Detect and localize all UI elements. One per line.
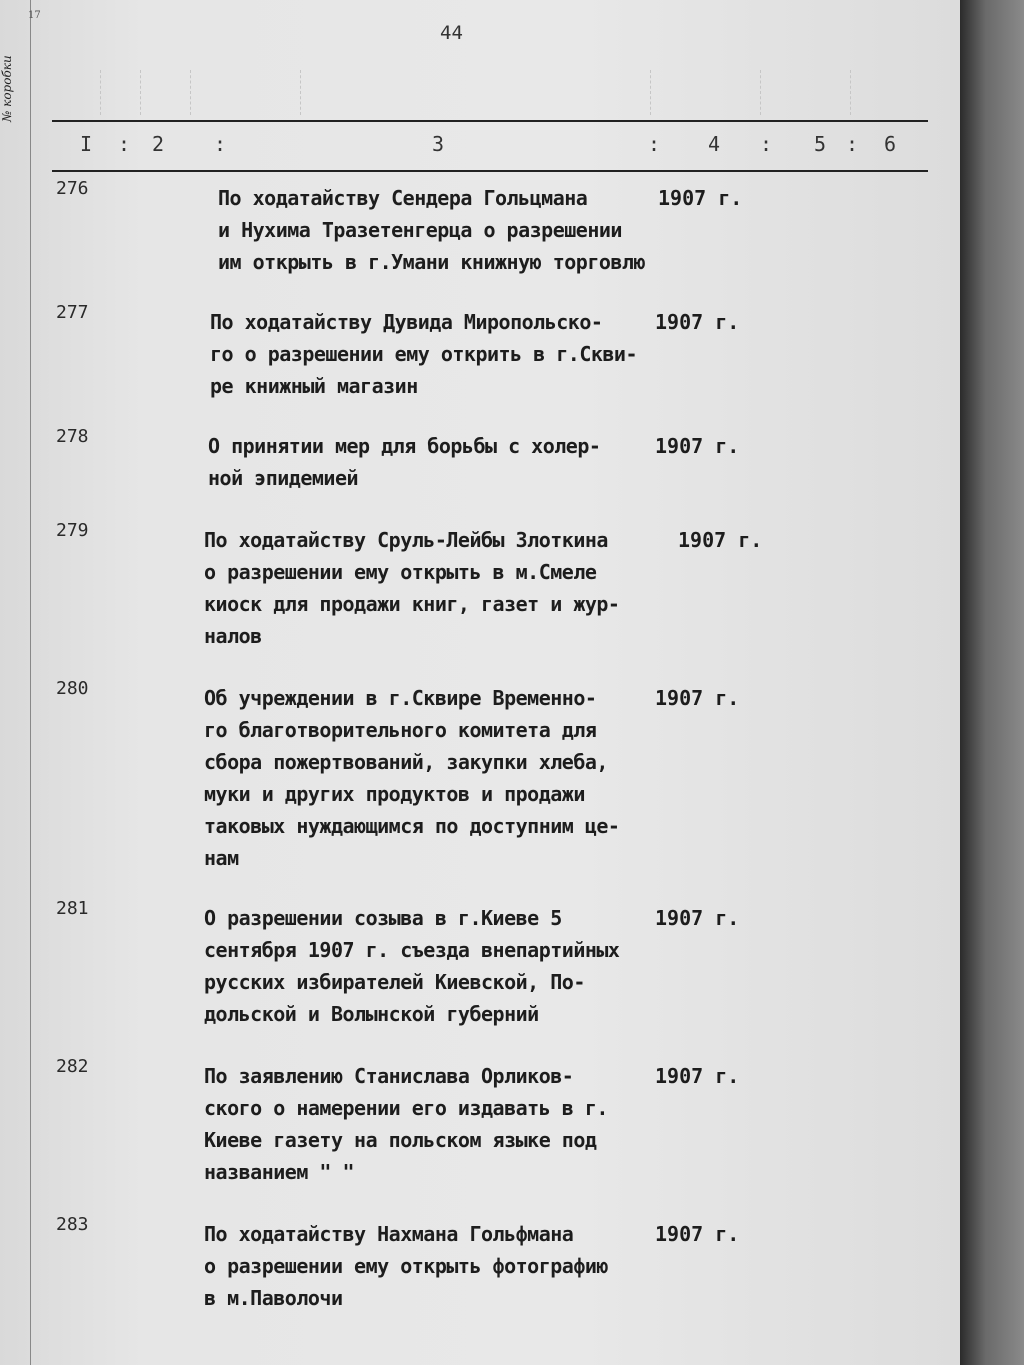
entry-description: По заявлению Станислава Орликов- ского о намерении его издавать в г. Киеве газету на польском языке под названием " "	[204, 1064, 608, 1184]
faint-guide-line	[190, 70, 191, 115]
entry-number: 283	[56, 1214, 89, 1235]
entry-number: 281	[56, 898, 89, 919]
page-number: 44	[440, 22, 463, 44]
entry-year: 1907 г.	[655, 686, 740, 710]
column-separator: :	[846, 132, 859, 156]
column-separator: :	[648, 132, 661, 156]
column-header: 6	[884, 132, 897, 156]
header-top-rule	[52, 120, 928, 122]
entry-description: По ходатайству Сруль-Лейбы Злоткина о разрешении ему открыть в м.Смеле киоск для продажи книг, газет и жур- налов	[204, 528, 620, 648]
entry-year: 1907 г.	[655, 1222, 740, 1246]
margin-strip	[0, 0, 31, 1365]
entry-number: 276	[56, 178, 89, 199]
column-header: 2	[152, 132, 165, 156]
entry-year: 1907 г.	[655, 906, 740, 930]
column-header: 5	[814, 132, 827, 156]
column-header-row	[52, 126, 928, 162]
entry-year: 1907 г.	[655, 310, 740, 334]
column-header: I	[80, 132, 93, 156]
header-bottom-rule	[52, 170, 928, 172]
entry-description: По ходатайству Нахмана Гольфмана о разрешении ему открыть фотографию в м.Паволочи	[204, 1222, 608, 1310]
entry-number: 278	[56, 426, 89, 447]
book-binding-edge	[960, 0, 1024, 1365]
faint-guide-line	[300, 70, 301, 115]
entry-number: 282	[56, 1056, 89, 1077]
faint-guide-line	[650, 70, 651, 115]
entry-description: Об учреждении в г.Сквире Временно- го благотворительного комитета для сбора пожертвований, закупки хлеба, муки и других продуктов и продажи таковых нуждающимся по доступним це- нам	[204, 686, 620, 870]
faint-guide-line	[140, 70, 141, 115]
entry-description: О принятии мер для борьбы с холер- ной эпидемией	[208, 434, 601, 490]
column-separator: :	[118, 132, 131, 156]
entry-year: 1907 г.	[655, 434, 740, 458]
entry-year: 1907 г.	[678, 528, 763, 552]
margin-mark: 17	[28, 10, 41, 21]
entry-number: 279	[56, 520, 89, 541]
column-separator: :	[214, 132, 227, 156]
faint-guide-line	[100, 70, 101, 115]
faint-guide-line	[760, 70, 761, 115]
faint-guide-line	[850, 70, 851, 115]
column-header: 4	[708, 132, 721, 156]
entry-description: По ходатайству Дувида Миропольско- го о разрешении ему открить в г.Скви- ре книжный магазин	[210, 310, 638, 398]
box-number-label: № коробки	[0, 55, 14, 122]
entry-year: 1907 г.	[658, 186, 743, 210]
column-header: 3	[432, 132, 445, 156]
entry-number: 280	[56, 678, 89, 699]
entry-year: 1907 г.	[655, 1064, 740, 1088]
entry-description: О разрешении созыва в г.Киеве 5 сентября 1907 г. съезда внепартийных русских избирателей Киевской, По- дольской и Волынской губерний	[204, 906, 620, 1026]
column-separator: :	[760, 132, 773, 156]
entry-description: По ходатайству Сендера Гольцмана и Нухима Тразетенгерца о разрешении им открыть в г.Умани книжную торговлю	[218, 186, 646, 274]
entry-number: 277	[56, 302, 89, 323]
